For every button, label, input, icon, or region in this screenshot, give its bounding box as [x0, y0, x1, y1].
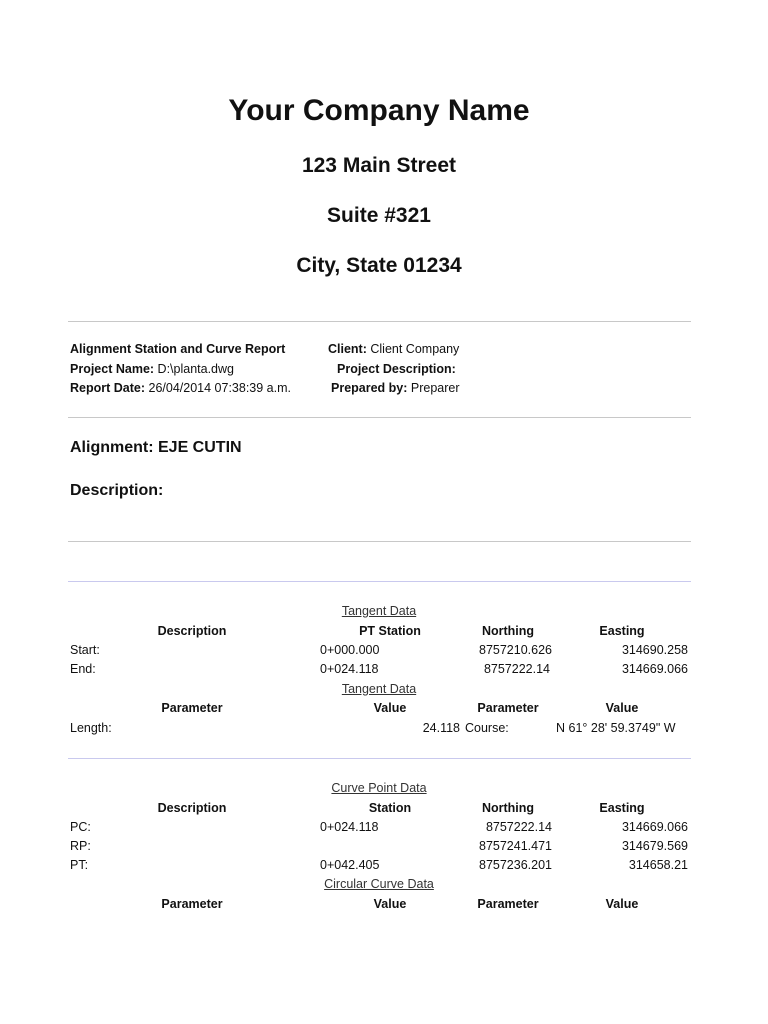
prepared-by-row [331, 379, 460, 399]
report-title: Alignment Station and Curve Report [70, 342, 286, 356]
col-description: Description [157, 624, 227, 638]
prepared-by-value: Preparer [410, 381, 460, 395]
curve-row-desc: PC: [70, 820, 91, 834]
curve-row-easting: 314658.21 [628, 858, 688, 872]
col-value: Value [373, 701, 407, 715]
circular-curve-title: Circular Curve Data [324, 877, 434, 891]
client-row [328, 340, 459, 360]
col-easting: Easting [599, 801, 645, 815]
course-label: Course: [465, 721, 509, 735]
curve-row-desc: PT: [70, 858, 89, 872]
divider [68, 758, 691, 759]
tangent-row-desc: Start: [70, 643, 100, 657]
address-line-2: Suite #321 [327, 204, 431, 227]
col-parameter: Parameter [161, 701, 223, 715]
col-pt-station: PT Station [359, 624, 421, 638]
col-value: Value [605, 897, 639, 911]
prepared-by-label: Prepared by: [331, 381, 408, 395]
report-meta-left [70, 340, 291, 399]
col-parameter: Parameter [477, 897, 539, 911]
curve-section-title: Curve Point Data [331, 781, 427, 795]
client-label: Client: [328, 342, 367, 356]
tangent-row-easting: 314669.066 [621, 662, 688, 676]
tangent-row-northing: 8757222.14 [483, 662, 550, 676]
col-northing: Northing [481, 801, 535, 815]
client-value: Client Company [370, 342, 460, 356]
curve-row-easting: 314679.569 [621, 839, 688, 853]
col-easting: Easting [599, 624, 645, 638]
col-parameter: Parameter [161, 897, 223, 911]
curve-row-northing: 8757222.14 [485, 820, 552, 834]
curve-row-station: 0+042.405 [320, 858, 380, 872]
divider [68, 541, 691, 542]
alignment-label: Alignment: EJE CUTIN [70, 439, 242, 456]
divider [68, 417, 691, 418]
curve-row-northing: 8757241.471 [479, 839, 552, 853]
length-value: 24.118 [422, 721, 460, 735]
col-northing: Northing [481, 624, 535, 638]
tangent-row-desc: End: [70, 662, 96, 676]
company-name: Your Company Name [228, 94, 530, 127]
tangent-section-title: Tangent Data [341, 604, 417, 618]
curve-row-station: 0+024.118 [320, 820, 379, 834]
col-parameter: Parameter [477, 701, 539, 715]
address-line-1: 123 Main Street [301, 154, 457, 177]
project-description-label: Project Description: [337, 361, 456, 376]
tangent-param-title: Tangent Data [341, 682, 417, 696]
divider [68, 321, 691, 322]
curve-row-easting: 314669.066 [621, 820, 688, 834]
project-name-value: D:\planta.dwg [157, 361, 234, 376]
length-label: Length: [70, 721, 112, 735]
report-date-value: 26/04/2014 07:38:39 a.m. [148, 381, 291, 395]
curve-row-northing: 8757236.201 [479, 858, 552, 872]
tangent-row-station: 0+024.118 [320, 662, 379, 676]
description-label: Description: [70, 482, 164, 499]
curve-row-desc: RP: [70, 839, 91, 853]
tangent-row-station: 0+000.000 [320, 643, 380, 657]
report-date-row [70, 379, 291, 399]
project-name-label: Project Name: [70, 361, 155, 376]
col-value: Value [373, 897, 407, 911]
tangent-row-easting: 314690.258 [621, 643, 688, 657]
divider [68, 581, 691, 582]
report-date-label: Report Date: [70, 381, 146, 395]
project-name-row [70, 360, 291, 380]
col-description: Description [157, 801, 227, 815]
col-station: Station [368, 801, 412, 815]
col-value: Value [605, 701, 639, 715]
course-value: N 61° 28' 59.3749" W [556, 721, 676, 735]
tangent-row-northing: 8757210.626 [479, 643, 552, 657]
address-line-3: City, State 01234 [296, 254, 462, 277]
